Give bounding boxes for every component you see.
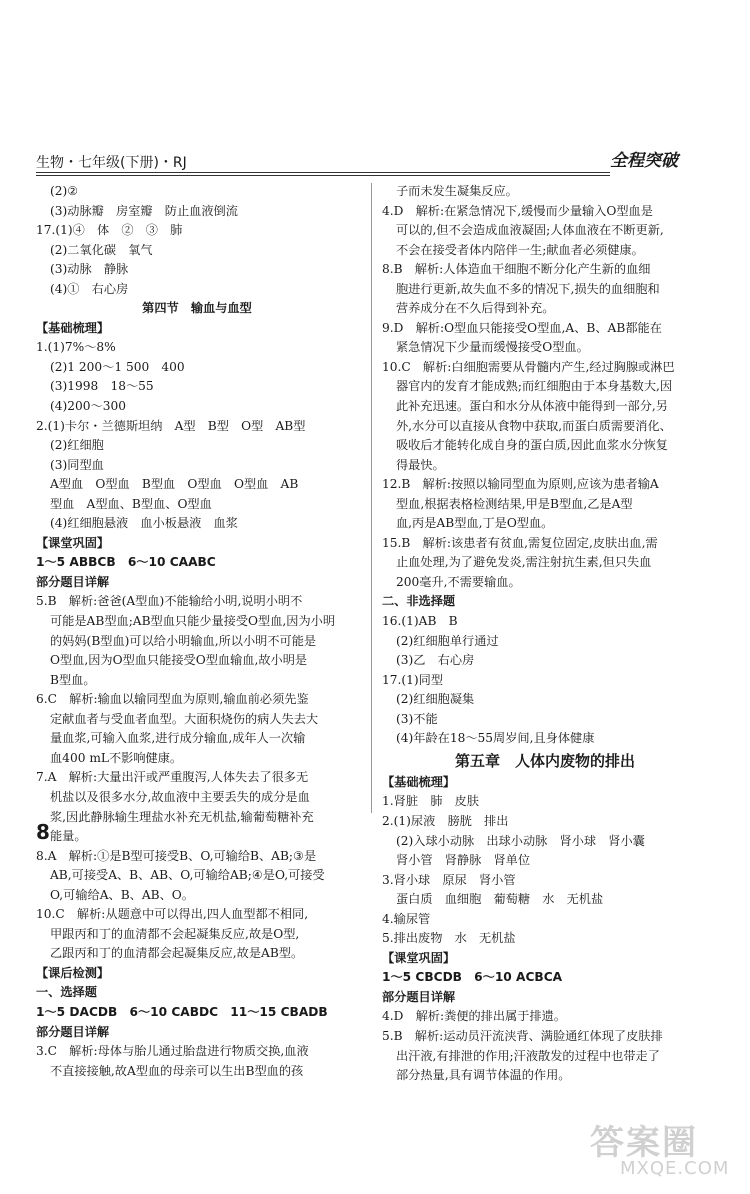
watermark-brand: 答案圈	[590, 1123, 698, 1163]
text-line: 外,水分可以直接从食物中获取,而蛋白质需要消化、	[396, 418, 672, 433]
text-line: 子而未发生凝集反应。	[396, 184, 518, 198]
text-line: 二、非选择题	[382, 594, 456, 609]
text-line: 型血 A型血、B型血、O型血	[50, 496, 212, 511]
text-line: 型血,根据表格检测结果,甲是B型血,乙是A型	[396, 496, 633, 511]
text-line: 量血浆,可输入血浆,进行成分输血,成年人一次输	[50, 731, 306, 746]
text-line: 1.(1)7%～8%	[36, 340, 116, 355]
text-line: 16.(1)AB B	[382, 614, 458, 629]
text-line: 200毫升,不需要输血。	[396, 574, 521, 589]
text-line: 【课堂巩固】	[36, 535, 110, 550]
text-line: 【课后检测】	[36, 965, 110, 980]
text-line: 5.B 解析:爸爸(A型血)不能输给小明,说明小明不	[36, 594, 303, 609]
text-line: 1～5 ABBCB 6～10 CAABC	[36, 555, 216, 570]
text-line: 浆,因此静脉输生理盐水补充无机盐,输葡萄糖补充	[50, 809, 314, 824]
text-line: 能量。	[50, 829, 87, 844]
text-line: (3)动脉 静脉	[50, 262, 129, 277]
text-line: (2)1 200～1 500 400	[50, 359, 185, 374]
text-line: 止血处理,为了避免发炎,需注射抗生素,但只失血	[396, 555, 652, 570]
text-line: (2)红细胞单行通过	[396, 633, 499, 648]
text-line: 2.(1)卡尔・兰德斯坦纳 A型 B型 O型 AB型	[36, 418, 306, 433]
text-line: 可以的,但不会造成血液凝固;人体血液在不断更新,	[396, 223, 664, 238]
text-line: 7.A 解析:大量出汗或严重腹泻,人体失去了很多无	[36, 770, 309, 785]
text-line: 不直接接触,故A型血的母亲可以生出B型血的孩	[50, 1063, 304, 1078]
text-line: 17.(1)同型	[382, 672, 444, 687]
text-line: 8.B 解析:人体造血干细胞不断分化产生新的血细	[382, 262, 651, 277]
text-line: 1.肾脏 肺 皮肤	[382, 794, 479, 809]
text-line: 紧急情况下少量而缓慢接受O型血。	[396, 340, 589, 355]
text-line: 5.排出废物 水 无机盐	[382, 931, 516, 946]
text-line: 12.B 解析:按照以输同型血为原则,应该为患者输A	[382, 477, 659, 492]
text-line: 【课堂巩固】	[382, 950, 456, 965]
text-line: 1～5 CBCDB 6～10 ACBCA	[382, 970, 563, 985]
header-rule-2	[36, 175, 610, 176]
header-brand: 全程突破	[610, 151, 678, 171]
text-line: O,可输给A、B、AB、O。	[50, 887, 194, 902]
text-line: (4)200～300	[50, 399, 126, 414]
text-line: 第四节 输血与血型	[142, 301, 252, 316]
text-line: 4.D 解析:在紧急情况下,缓慢而少量输入O型血是	[382, 203, 653, 218]
text-line: 【基础梳理】	[36, 320, 110, 335]
text-line: 17.(1)④ 体 ② ③ 肺	[36, 223, 183, 238]
text-line: 可能是AB型血;AB型血只能少量接受O型血,因为小明	[50, 614, 336, 629]
text-line: O型血,因为O型血只能接受O型血输血,故小明是	[50, 653, 308, 668]
text-line: 4.D 解析:粪便的排出属于排遗。	[382, 1009, 566, 1024]
text-line: 4.输尿管	[382, 911, 431, 926]
watermark-url: MXQE.COM	[620, 1158, 730, 1179]
text-line: 出汗液,有排泄的作用;汗液散发的过程中也带走了	[396, 1048, 660, 1063]
text-line: 定献血者与受血者血型。大面积烧伤的病人失去大	[50, 711, 319, 726]
text-line: 10.C 解析:白细胞需要从骨髓内产生,经过胸腺或淋巴	[382, 359, 675, 374]
text-line: 此补充迅速。蛋白和水分从体液中能得到一部分,另	[396, 399, 668, 414]
text-line: 【基础梳理】	[382, 774, 456, 789]
right-column	[382, 182, 708, 1086]
text-line: (3)动脉瓣 房室瓣 防止血液倒流	[50, 203, 238, 218]
text-line: 蛋白质 血细胞 葡萄糖 水 无机盐	[396, 892, 604, 907]
text-line: 部分题目详解	[382, 989, 456, 1004]
text-line: 胞进行更新,故失血不多的情况下,损失的血细胞和	[396, 281, 660, 296]
text-line: 不会在接受者体内陪伴一生;献血者必须健康。	[396, 242, 644, 257]
text-line: AB,可接受A、B、AB、O,可输给AB;④是O,可接受	[50, 868, 325, 883]
text-line: (4)红细胞悬液 血小板悬液 血浆	[50, 516, 238, 531]
text-line: 甲跟丙和丁的血清都不会起凝集反应,故是O型,	[50, 926, 300, 941]
text-line: (2)入球小动脉 出球小动脉 肾小球 肾小囊	[396, 833, 645, 848]
text-line: 得最快。	[396, 457, 445, 472]
text-line: 吸收后才能转化成自身的蛋白质,因此血浆水分恢复	[396, 438, 668, 453]
text-line: 的妈妈(B型血)可以给小明输血,所以小明不可能是	[50, 633, 317, 648]
text-line: 3.C 解析:母体与胎儿通过胎盘进行物质交换,血液	[36, 1044, 309, 1059]
text-line: 6.C 解析:输血以输同型血为原则,输血前必须先鉴	[36, 692, 309, 707]
text-line: (2)红细胞	[50, 438, 104, 453]
text-line: 5.B 解析:运动员汗流浃背、满脸通红体现了皮肤排	[382, 1028, 663, 1043]
text-line: (2)二氧化碳 氧气	[50, 242, 153, 257]
text-line: 部分题目详解	[36, 1024, 110, 1039]
text-line: B型血。	[50, 672, 96, 687]
text-line: 9.D 解析:O型血只能接受O型血,A、B、AB都能在	[382, 320, 662, 335]
text-line: (3)同型血	[50, 457, 104, 472]
text-line: 1～5 DACDB 6～10 CABDC 11～15 CBADB	[36, 1004, 328, 1019]
text-line: 血,丙是AB型血,丁是O型血。	[396, 516, 554, 531]
header-rule	[36, 172, 610, 173]
text-line: 乙跟丙和丁的血清都会起凝集反应,故是AB型。	[50, 946, 304, 961]
text-line: 15.B 解析:该患者有贫血,需复位固定,皮肤出血,需	[382, 535, 658, 550]
header-subject: 生物・七年级(下册)・RJ	[36, 155, 187, 171]
text-line: 器官内的发育才能成熟;而红细胞由于本身基数大,因	[396, 379, 673, 394]
text-line: 10.C 解析:从题意中可以得出,四人血型都不相同,	[36, 907, 309, 922]
text-line: 肾小管 肾静脉 肾单位	[396, 853, 531, 868]
text-line: (4)年龄在18～55周岁间,且身体健康	[396, 731, 595, 746]
text-line: 营养成分在不久后得到补充。	[396, 301, 555, 316]
text-line: 机盐以及很多水分,故血液中主要丢失的成分是血	[50, 789, 310, 804]
text-line: 部分题目详解	[36, 574, 110, 589]
text-line: (4)① 右心房	[50, 281, 129, 296]
text-line: 3.肾小球 原尿 肾小管	[382, 872, 516, 887]
text-line: (3)乙 右心房	[396, 653, 475, 668]
text-line: 部分热量,具有调节体温的作用。	[396, 1068, 571, 1083]
left-column	[36, 182, 358, 1081]
page-number: 8	[36, 820, 50, 844]
text-line: (3)1998 18～55	[50, 379, 154, 394]
text-line: A型血 O型血 B型血 O型血 O型血 AB	[50, 477, 299, 492]
text-line: 8.A 解析:①是B型可接受B、O,可输给B、AB;③是	[36, 848, 317, 863]
text-line: (2)红细胞凝集	[396, 692, 475, 707]
text-line: 2.(1)尿液 膀胱 排出	[382, 813, 509, 828]
text-line: 血400 mL不影响健康。	[50, 750, 183, 765]
column-divider	[371, 183, 372, 813]
text-line: (2)②	[50, 184, 79, 198]
text-line: 一、选择题	[36, 985, 97, 1000]
text-line: (3)不能	[396, 711, 438, 726]
text-line: 第五章 人体内废物的排出	[454, 751, 635, 770]
